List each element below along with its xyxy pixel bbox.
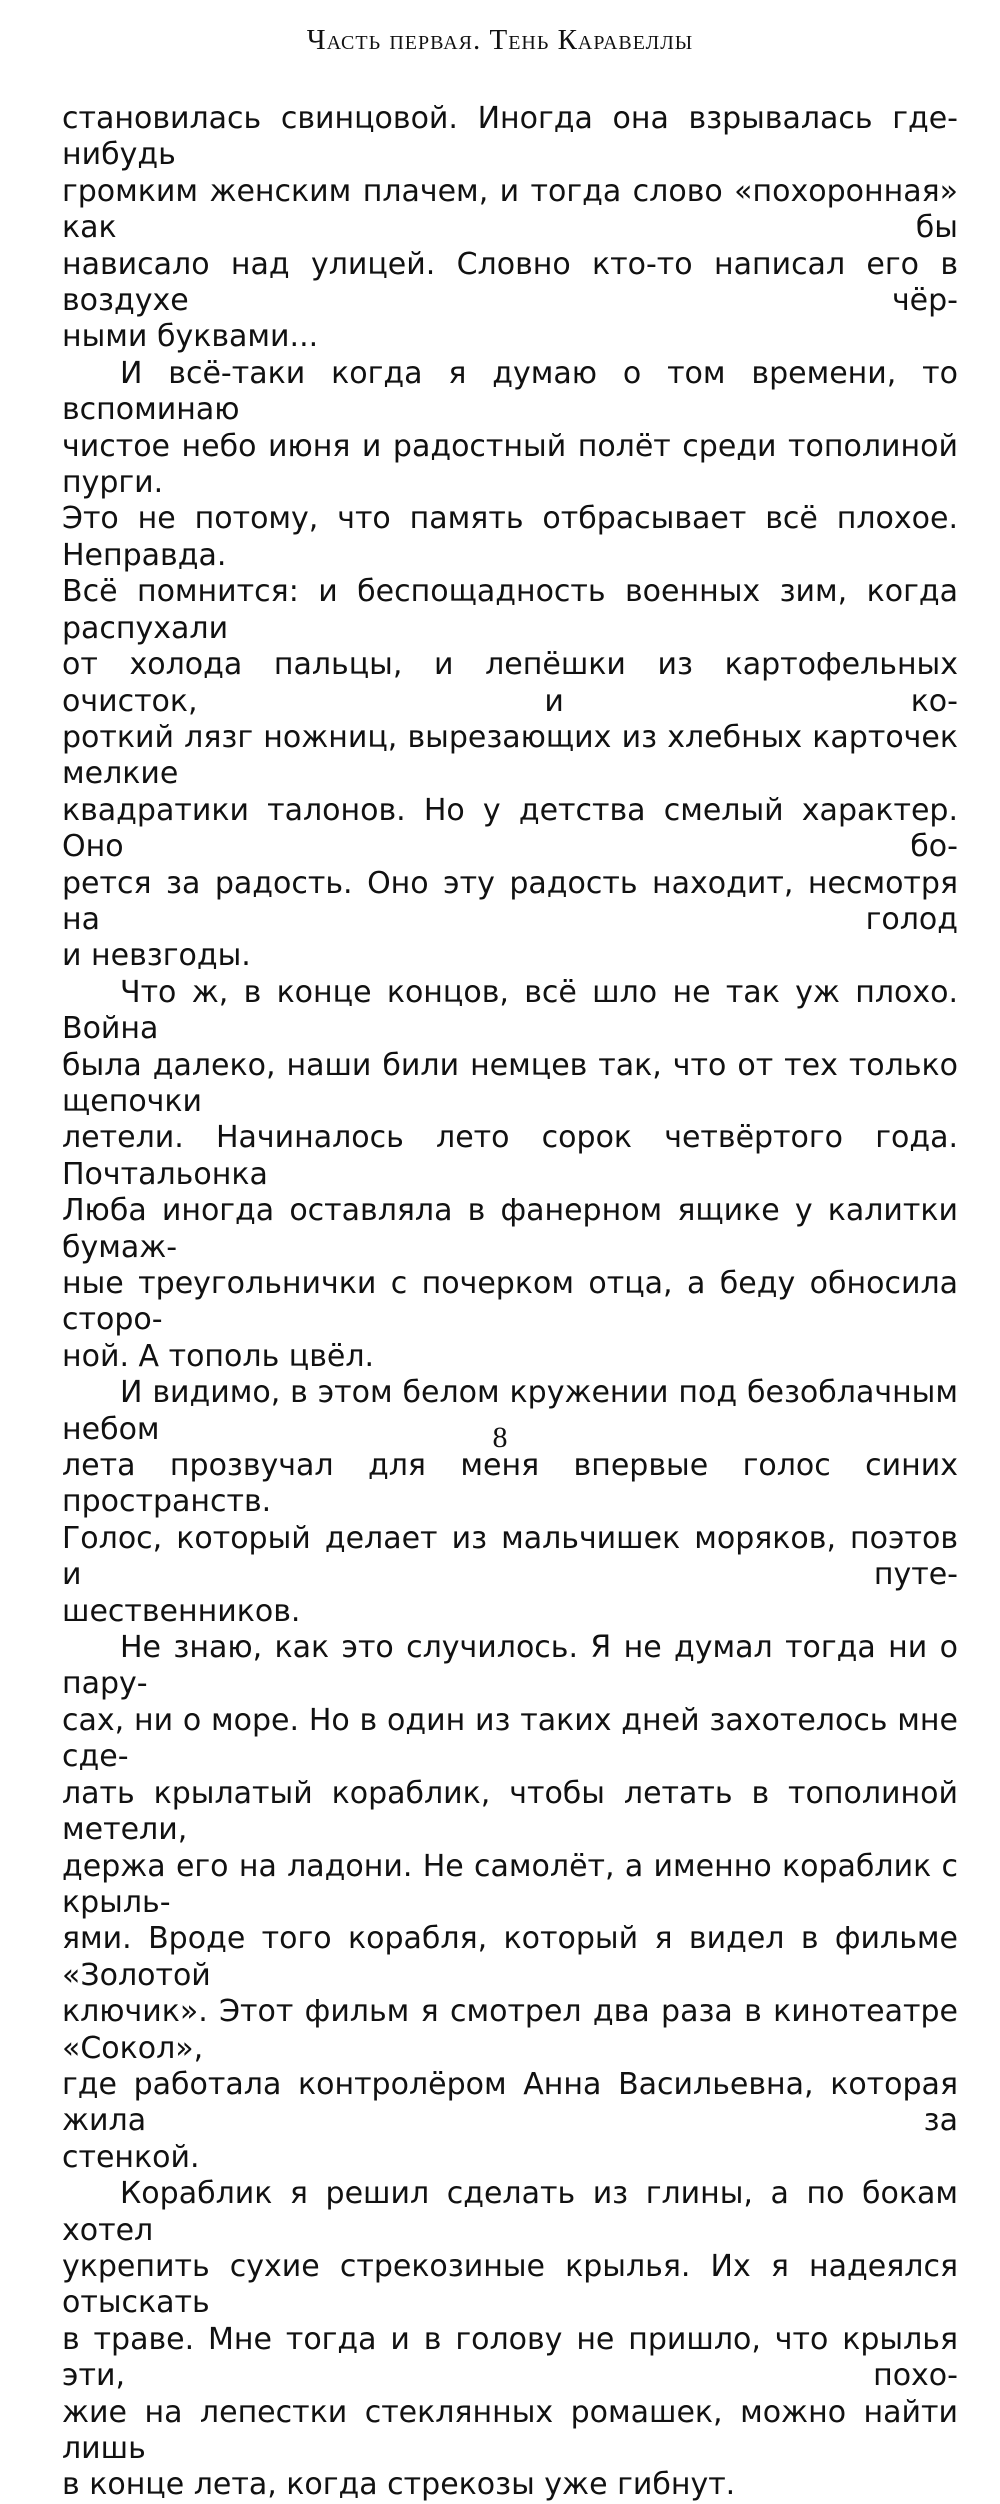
text-line: Кораблик я решил сделать из глины, а по бокам хотел: [62, 2176, 958, 2248]
text-line: летели. Начиналось лето сорок четвёртого года. Почтальонка: [62, 1120, 958, 1192]
text-line: в траве. Мне тогда и в голову не пришло, что крылья эти, похо-: [62, 2321, 958, 2394]
text-line: И видимо, в этом белом кружении под безоблачным небом: [62, 1375, 958, 1447]
text-line: нависало над улицей. Словно кто-то написал его в воздухе чёр-: [62, 246, 958, 319]
text-line: рется за радость. Оно эту радость находит, несмотря на голод: [62, 865, 958, 937]
text-line: шественников.: [62, 1593, 301, 1629]
text-line: и невзгоды.: [62, 938, 251, 974]
text-line: И всё-таки когда я думаю о том времени, то вспоминаю: [62, 355, 958, 428]
body-text: [62, 101, 958, 2504]
text-line: громким женским плачем, и тогда слово «похоронная» как бы: [62, 173, 958, 246]
text-line: становилась свинцовой. Иногда она взрывалась где-нибудь: [62, 101, 958, 173]
text-line: стенкой.: [62, 2139, 200, 2175]
text-line: Всё помнится: и беспощадность военных зим, когда распухали: [62, 574, 958, 646]
text-line: держа его на ладони. Не самолёт, а именно кораблик с крыль-: [62, 1848, 958, 1920]
text-line: от холода пальцы, и лепёшки из картофельных очисток, и ко-: [62, 647, 958, 719]
text-line: роткий лязг ножниц, вырезающих из хлебных карточек мелкие: [62, 719, 958, 792]
text-line: была далеко, наши били немцев так, что от тех только щепочки: [62, 1047, 958, 1119]
text-line: где работала контролёром Анна Васильевна, которая жила за: [62, 2066, 958, 2139]
text-line: Что ж, в конце концов, всё шло не так уж плохо. Война: [62, 974, 958, 1047]
text-line: ной. А тополь цвёл.: [62, 1338, 375, 1374]
text-line: жие на лепестки стеклянных ромашек, можно найти лишь: [62, 2394, 958, 2466]
running-header: Часть первая. Тень Каравеллы: [306, 24, 694, 56]
text-line: Это не потому, что память отбрасывает всё плохое. Неправда.: [62, 501, 958, 573]
text-line: квадратики талонов. Но у детства смелый характер. Оно бо-: [62, 792, 958, 865]
text-line: Не знаю, как это случилось. Я не думал тогда ни о пару-: [62, 1630, 958, 1702]
text-line: Люба иногда оставляла в фанерном ящике у калитки бумаж-: [62, 1193, 958, 1265]
text-line: в конце лета, когда стрекозы уже гибнут.: [62, 2467, 736, 2503]
text-line: укрепить сухие стрекозиные крылья. Их я надеялся отыскать: [62, 2248, 958, 2321]
page-number: 8: [492, 1421, 508, 1454]
text-line: лета прозвучал для меня впервые голос синих пространств.: [62, 1448, 958, 1520]
text-line: ными буквами...: [62, 319, 319, 355]
text-line: ные треугольнички с почерком отца, а беду обносила сторо-: [62, 1266, 958, 1338]
text-line: лать крылатый кораблик, чтобы летать в тополиной метели,: [62, 1775, 958, 1848]
text-line: Голос, который делает из мальчишек моряков, поэтов и путе-: [62, 1520, 958, 1593]
text-line: ями. Вроде того корабля, который я видел в фильме «Золотой: [62, 1921, 958, 1993]
text-line: чистое небо июня и радостный полёт среди тополиной пурги.: [62, 428, 958, 501]
text-line: сах, ни о море. Но в один из таких дней захотелось мне сде-: [62, 1702, 958, 1775]
text-line: ключик». Этот фильм я смотрел два раза в кинотеатре «Сокол»,: [62, 1994, 958, 2066]
